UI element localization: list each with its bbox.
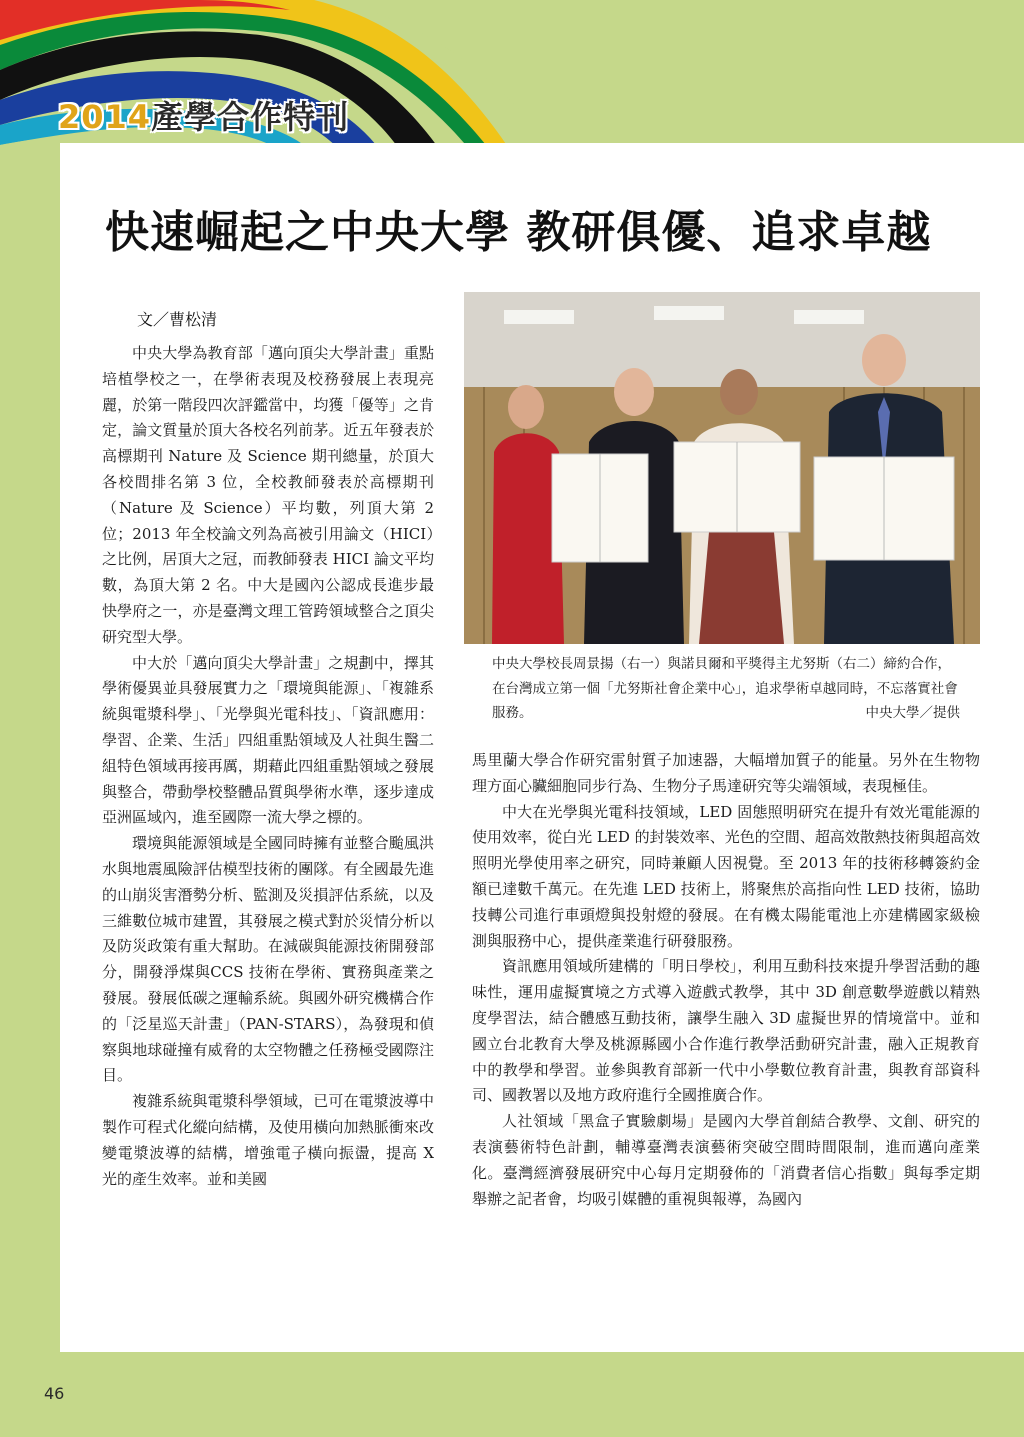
paragraph: 馬里蘭大學合作研究雷射質子加速器，大幅增加質子的能量。另外在生物物理方面心臟細胞同步行為、生物分子馬達研究等尖端領域，表現極佳。	[472, 751, 980, 795]
photo-caption	[492, 652, 960, 726]
byline: 文／曹松清	[137, 310, 218, 329]
page-number: 46	[44, 1384, 65, 1403]
paragraph: 環境與能源領域是全國同時擁有並整合颱風洪水與地震風險評估模型技術的團隊。有全國最先進的山崩災害潛勢分析、監測及災損評估系統，以及三維數位城市建置，其發展之模式對於災情分析以及防災政策有重大幫助。在減碳與能源技術開發部分，開發淨煤與CCS 技術在學術、實務與產業之發展。發展低碳之運輸系統。與國外研究機構合作的「泛星巡天計畫」（PAN-STARS），為發現和偵察與地球碰撞有威脅的太空物體之任務極受國際注目。	[102, 834, 434, 1085]
article-title: 快速崛起之中央大學 教研俱優、追求卓越	[105, 207, 932, 258]
series-year: 2014	[58, 98, 152, 136]
paragraph: 中大於「邁向頂尖大學計畫」之規劃中，擇其學術優異並具發展實力之「環境與能源」、「複雜系統與電漿科學」、「光學與光電科技」、「資訊應用：學習、企業、生活」四組重點領域及人社與生醫二組特色領域再接再厲，期藉此四組重點領域之發展與整合，帶動學校整體品質與學術水準，逐步達成亞洲區域內，進至國際一流大學之標的。	[102, 653, 434, 827]
paragraph: 人社領域「黑盒子實驗劇場」是國內大學首創結合教學、文創、研究的表演藝術特色計劃，輔導臺灣表演藝術突破空間時間限制，進而邁向產業化。臺灣經濟發展研究中心每月定期發佈的「消費者信心指數」與每季定期舉辦之記者會，均吸引媒體的重視與報導，為國內	[472, 1112, 980, 1208]
signing-ceremony-photo	[464, 292, 980, 644]
left-column	[102, 341, 434, 1192]
paragraph: 資訊應用領域所建構的「明日學校」，利用互動科技來提升學習活動的趣味性，運用虛擬實境之方式導入遊戲式教學，其中 3D 創意數學遊戲以精熟度學習法，結合體感互動技術，讓學生融入 3D 虛擬世界的情境當中。並和國立台北教育大學及桃源縣國小合作進行教學活動研究計畫，融入正規教育中的教學和學習。並參與教育部新一代中小學數位教育計畫，與教育部資科司、國教署以及地方政府進行全國推廣合作。	[472, 957, 980, 1105]
paragraph: 複雜系統與電漿科學領域，已可在電漿波導中製作可程式化縱向結構，及使用橫向加熱脈衝來改變電漿波導的結構，增強電子橫向振盪，提高 X 光的產生效率。並和美國	[102, 1092, 434, 1188]
photo-credit: 中央大學／提供	[865, 705, 960, 721]
paragraph: 中大在光學與光電科技領域，LED 固態照明研究在提升有效光電能源的使用效率，從白光 LED 的封裝效率、光色的空間、超高效散熱技術與超高效照明光學使用率之研究，同時兼顧人因視覺。至 2013 年的技術移轉簽約金額已達數千萬元。在先進 LED 技術上，將聚焦於高指向性 LED 技術，協助技轉公司進行車頭燈與投射燈的發展。在有機太陽能電池上亦建構國家級檢測與服務中心，提供產業進行研發服務。	[472, 802, 980, 950]
paragraph: 中央大學為教育部「邁向頂尖大學計畫」重點培植學校之一，在學術表現及校務發展上表現亮麗，於第一階段四次評鑑當中，均獲「優等」之肯定，論文質量於頂大各校名列前茅。近五年發表於高標期刊 Nature 及 Science 期刊總量，於頂大各校間排名第 3 位，全校教師發表於高標期刊（Nature 及 Science）平均數，列頂大第 2 位；2013 年全校論文列為高被引用論文（HICI）之比例，居頂大之冠，而教師發表 HICI 論文平均數，為頂大第 2 名。中大是國內公認成長進步最快學府之一，亦是臺灣文理工管跨領域整合之頂尖研究型大學。	[102, 344, 434, 646]
series-name: 產學合作特刊	[151, 98, 350, 136]
right-column	[472, 748, 980, 1212]
caption-text: 中央大學校長周景揚（右一）與諾貝爾和平獎得主尤努斯（右二）締約合作，在台灣成立第一個「尤努斯社會企業中心」，追求學術卓越同時，不忘落實社會服務。	[492, 656, 958, 721]
series-title	[58, 92, 349, 138]
